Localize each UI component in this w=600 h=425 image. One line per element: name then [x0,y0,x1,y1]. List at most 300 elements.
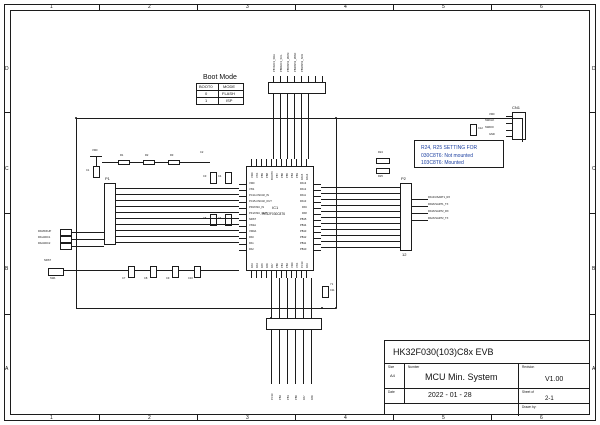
swd-label-2: SWDIO [485,126,494,129]
signal-wire [412,206,428,207]
mcu-pin-stub [314,202,321,203]
conn-pin [394,235,400,236]
cap-label-c10: C10 [188,277,193,280]
conn-pin [301,76,302,82]
conn-pin [394,199,400,200]
top-net-0: PB7/I2C1_SDA [273,54,276,72]
tb-divider [404,363,405,388]
junction-dot [335,117,337,119]
conn-pin [394,187,400,188]
tb-divider [518,388,519,416]
switch-label-sw1: SW1 [50,277,56,280]
bus-wire [122,230,239,231]
wire [130,162,143,163]
frame-tick [197,4,198,10]
mcu-pin-left-8: VDDA [249,230,257,233]
mcu-pin-top-6: PB6 [281,173,284,178]
bus-wire [287,336,288,384]
bus-wire [273,94,274,159]
bus-wire [321,229,394,230]
mcu-pin-stub [266,159,267,166]
bus-wire [321,187,394,188]
mcu-pin-right-3: PA10 [300,200,307,203]
wire [64,270,128,271]
net-flag [60,229,72,236]
res-label-r2: R2 [145,154,149,157]
mcu-pin-left-2: PC14-OSC32_IN [249,194,269,197]
mcu-pin-left-6: NRST [249,218,257,221]
tb-divider [385,363,589,364]
wire [157,270,172,271]
mcu-pin-stub [271,159,272,166]
tb-number-label: Number [408,365,420,369]
bottom-net-0: PC13 [271,393,274,400]
mcu-refdes: IC1 [272,205,279,210]
bus-wire [122,188,239,189]
cap-label-c12: C12 [478,127,483,130]
mcu-pin-right-0: PA13 [300,182,307,185]
right-connector-pin-count: 12 [402,252,407,257]
swd-label-0: VDD [489,113,495,116]
bus-wire [122,206,239,207]
bus-wire [279,278,280,318]
mcu-pin-bottom-5: PB0 [276,263,279,268]
mcu-pin-left-1: VSS [249,188,255,191]
conn-pin [394,241,400,242]
mcu-pin-stub [281,271,282,278]
region-wire [522,118,523,142]
mcu-pin-stub [314,226,321,227]
bus-wire [295,336,296,384]
conn-pin [394,247,400,248]
bottom-net-2: PB1 [287,395,290,400]
frame-tick [295,4,296,10]
mcu-pin-top-5: PB7 [276,173,279,178]
tb-divider [404,388,405,403]
frame-tick [99,4,100,10]
zone-label-top-3: 3 [246,4,249,10]
swd-header-refdes: CN1 [512,105,521,110]
tb-revision-label: Revision [522,365,535,369]
right-connector[interactable] [400,183,412,251]
tb-project: HK32F030(103)C8x EVB [393,347,494,357]
res-label-r24: R24 [378,151,383,154]
mcu-pin-stub [239,214,246,215]
mcu-pin-top-4: BOOT0 [271,171,274,180]
mcu-pin-right-9: PB12 [300,236,307,239]
conn-pin [394,229,400,230]
boot-mode-divider [196,90,244,91]
junction-dot [321,307,323,309]
mcu-pin-left-7: VSSA [249,224,256,227]
mcu-pin-right-8: PB13 [300,230,307,233]
swd-label-3: GND [489,133,495,136]
boot-mode-row0-col0: 0 [205,91,208,96]
mcu-pin-top-10: PA15 [301,173,304,180]
left-connector[interactable] [104,183,116,245]
bus-wire [321,211,394,212]
capacitor-c3 [210,172,217,184]
mcu-pin-left-9: PA0 [249,236,254,239]
bus-wire [122,218,239,219]
tb-sheet-value: 2-1 [545,396,554,402]
mcu-pin-bottom-9: VSS [296,262,299,268]
power-rail [90,156,102,157]
bottom-net-1: PB2 [279,395,282,400]
conn-pin [394,211,400,212]
bus-wire [122,200,239,201]
mcu-pin-left-10: PA1 [249,242,254,245]
capacitor-c12 [470,124,477,136]
mcu-pin-stub [306,271,307,278]
bus-wire [311,336,312,384]
reset-label: NRST [44,259,52,262]
tb-size-label: Size [388,365,395,369]
mcu-pin-stub [291,271,292,278]
zone-label-right-d: D [592,66,596,72]
bus-wire [303,336,304,384]
cap-label-c7: C7 [122,277,126,280]
mcu-pin-stub [286,159,287,166]
frame-tick [295,415,296,421]
conn-pin [280,76,281,82]
frame-tick [590,314,596,315]
mcu-pin-stub [314,250,321,251]
mcu-pin-stub [239,196,246,197]
r24-note-line1: R24, R25 SETTING FOR [421,145,478,151]
resistor-r25 [376,168,390,174]
conn-pin [394,223,400,224]
signal-left-2: PA2/ADC2 [38,242,51,245]
mcu-pin-bottom-10: PC13 [301,261,304,268]
wire [179,270,194,271]
zone-label-right-b: B [592,266,596,272]
conn-pin [506,123,512,124]
mcu-pin-top-0: VDD [251,172,254,178]
mcu-pin-left-11: PA2 [249,248,254,251]
bus-wire [122,212,239,213]
bus-wire [321,223,394,224]
net-flag [60,243,72,250]
cap-label-c8: C8 [144,277,148,280]
frame-tick [4,213,10,214]
mcu-pin-left-5: PF1/OSC_OUT [249,212,268,215]
res-label-r1: R1 [120,154,124,157]
conn-pin [287,76,288,82]
region-wire [76,118,77,308]
mcu-pin-stub [296,159,297,166]
capacitor-c4 [225,172,232,184]
zone-label-bottom-4: 4 [344,415,347,421]
boot-mode-divider [196,97,244,98]
signal-right-0: PA10/USART1_RX [428,196,451,199]
region-wire [76,118,522,119]
zone-label-bottom-1: 1 [50,415,53,421]
capacitor-c11 [322,286,329,298]
zone-label-top-5: 5 [442,4,445,10]
boot-mode-divider-v [218,83,219,105]
mcu-pin-right-11: PB10 [300,248,307,251]
conn-pin [294,76,295,82]
mcu-pin-right-5: PA8 [302,212,307,215]
frame-tick [393,415,394,421]
conn-pin [506,116,512,117]
mcu-pin-stub [314,220,321,221]
mcu-pin-stub [239,244,246,245]
bus-wire [287,94,288,159]
signal-right-3: PA2/USART2_TX [428,217,449,220]
wire [155,162,168,163]
region-wire [76,308,336,309]
frame-tick [491,4,492,10]
reset-switch[interactable] [48,268,64,276]
mcu-pin-right-2: PA11 [300,194,306,197]
signal-right-2: PA3/USART2_RX [428,210,449,213]
res-label-r25: R25 [378,175,383,178]
mcu-pin-top-2: PB9 [261,173,264,178]
zone-label-top-4: 4 [344,4,347,10]
conn-pin [394,217,400,218]
zone-label-top-6: 6 [540,4,543,10]
bus-wire [295,278,296,318]
bus-wire [280,94,281,159]
mcu-pin-stub [314,244,321,245]
mcu-pin-stub [239,184,246,185]
r24-note-line3: 103C8T6: Mounted [421,160,464,166]
mcu-pin-stub [314,190,321,191]
tb-divider [385,388,589,389]
bus-wire [321,235,394,236]
zone-label-bottom-5: 5 [442,415,445,421]
boot-mode-row1-col1: ISP [226,98,233,103]
bottom-net-3: PB0 [295,395,298,400]
resistor-r24 [376,158,390,164]
frame-tick [4,314,10,315]
tb-date-value: 2022 - 01 - 28 [428,392,472,399]
mcu-pin-stub [314,196,321,197]
mcu-part: HK32F030C8T6 [262,212,286,216]
mcu-pin-top-8: PB4 [291,173,294,178]
mcu-pin-bottom-7: PB2 [286,263,289,268]
resistor-r3 [168,160,180,165]
zone-label-left-d: D [5,66,9,72]
wire [135,270,150,271]
conn-pin [394,205,400,206]
zone-label-left-c: C [5,166,9,172]
bus-wire [303,278,304,318]
frame-tick [393,4,394,10]
mcu-pin-stub [286,271,287,278]
mcu-pin-stub [239,226,246,227]
mcu-pin-stub [256,159,257,166]
mcu-pin-stub [314,208,321,209]
mcu-pin-stub [251,159,252,166]
top-net-4: PB3/SPI1_SCK [301,53,304,72]
bus-wire [308,94,309,159]
junction-dot [270,317,272,319]
signal-wire [412,213,428,214]
mcu-pin-left-3: PC15-OSC32_OUT [249,200,272,203]
mcu-pin-stub [301,271,302,278]
capacitor-c9 [172,266,179,278]
power-label-vdd: VDD [92,149,98,152]
wire [180,162,210,163]
mcu-pin-bottom-3: PA6 [266,263,269,268]
mcu-pin-right-10: PB11 [300,242,307,245]
mcu-pin-stub [239,238,246,239]
mcu-pin-bottom-6: PB1 [281,263,284,268]
region-wire [336,118,337,308]
signal-left-1: PA1/ADC1 [38,236,51,239]
bus-wire [301,94,302,159]
mcu-pin-stub [296,271,297,278]
junction-dot [75,117,77,119]
mcu-pin-stub [291,159,292,166]
mcu-pin-stub [314,214,321,215]
boot-mode-header-1: MODE [223,84,235,89]
capacitor-c8 [150,266,157,278]
mcu-pin-stub [239,220,246,221]
resistor-r2 [143,160,155,165]
swd-header[interactable] [512,112,526,140]
top-net-3: PB4/SPI1_MISO [294,52,297,72]
signal-wire [412,199,428,200]
mcu-pin-left-0: VDD [249,182,255,185]
mcu-pin-stub [239,232,246,233]
bus-wire [122,194,239,195]
bus-wire [321,205,394,206]
mcu-pin-right-7: PB14 [300,224,307,227]
bus-wire [271,336,272,384]
mcu-pin-stub [306,159,307,166]
wire [201,270,239,271]
bus-wire [122,224,239,225]
cap-label-c11: C11 [330,289,335,292]
bus-wire [321,193,394,194]
frame-tick [4,112,10,113]
cap-label-c9: C9 [166,277,170,280]
bottom-net-5: PA6 [311,395,314,400]
mcu-pin-bottom-8: VDD [291,262,294,268]
mcu-pin-stub [261,159,262,166]
boot-mode-title: Boot Mode [203,74,237,81]
signal-right-1: PA9/USART1_TX [428,203,449,206]
mcu-pin-top-1: VSS [256,172,259,178]
mcu-pin-left-4: PF0/OSC_IN [249,206,265,209]
power-wire [96,156,97,166]
mcu-pin-stub [271,271,272,278]
mcu-pin-bottom-0: PA3 [251,263,254,268]
mcu-pin-top-9: PB3 [296,173,299,178]
mcu-pin-stub [239,250,246,251]
frame-tick [197,415,198,421]
bus-wire [321,241,394,242]
top-net-1: PB6/I2C1_SCL [280,54,283,72]
wire [102,162,118,163]
mcu-pin-stub [261,271,262,278]
tb-title: MCU Min. System [425,372,498,382]
mcu-pin-stub [256,271,257,278]
bus-wire [321,217,394,218]
mcu-pin-stub [239,202,246,203]
bus-wire [287,278,288,318]
top-connector[interactable] [268,82,326,94]
conn-pin [394,193,400,194]
capacitor-c10 [194,266,201,278]
mcu-pin-stub [239,190,246,191]
zone-label-bottom-2: 2 [148,415,151,421]
conn-pin [315,76,316,82]
conn-pin [322,76,323,82]
boot-mode-header-0: BOOT0 [199,84,213,89]
bottom-connector[interactable] [266,318,322,330]
mcu-pin-bottom-4: PA7 [271,263,274,268]
zone-label-top-1: 1 [50,4,53,10]
mcu-pin-stub [314,184,321,185]
cap-label-c1: C1 [86,169,90,172]
junction-dot [335,307,337,309]
swd-label-1: SWCLK [485,119,495,122]
mcu-pin-stub [276,271,277,278]
resistor-r1 [118,160,130,165]
boot-mode-row0-col1: FLASH [222,91,235,96]
mcu-pin-bottom-1: PA4 [256,263,259,268]
bus-wire [122,236,239,237]
tb-divider [518,363,519,388]
mcu-pin-stub [301,159,302,166]
r24-note-line2: 030C8T6: Not mounted [421,153,473,159]
mcu-pin-right-1: PA12 [300,188,307,191]
mcu-pin-stub [239,208,246,209]
bus-wire [122,242,239,243]
cap-label-c4: C4 [218,175,222,178]
frame-tick [99,415,100,421]
mcu-pin-bottom-11: PA3 [306,263,309,268]
conn-pin [506,136,512,137]
mcu-pin-right-4: PA9 [302,206,307,209]
boot-mode-row1-col0: 1 [205,98,208,103]
frame-tick [590,213,596,214]
mcu-pin-stub [266,271,267,278]
mcu-pin-bottom-2: PA5 [261,263,264,268]
tb-size-value: A4 [390,373,395,378]
bus-wire [294,94,295,159]
mcu-pin-top-11: PA14 [306,173,309,180]
frame-tick [590,112,596,113]
tb-revision-value: V1.00 [545,376,564,383]
bus-wire [311,278,312,318]
bottom-net-4: PA7 [303,395,306,400]
zone-label-left-a: A [5,366,9,372]
res-label-r3: R3 [170,154,174,157]
frame-tick [491,415,492,421]
bus-wire [321,247,394,248]
mcu-pin-stub [276,159,277,166]
crystal-label-y1: Y1 [330,283,334,286]
conn-pin [308,76,309,82]
capacitor-c7 [128,266,135,278]
bus-wire [271,278,272,318]
bus-wire [279,336,280,384]
capacitor-c1 [93,166,100,178]
conn-pin [506,130,512,131]
title-block [384,340,590,415]
tb-sheet-label: Sheet of [522,390,534,394]
cap-label-c2: C2 [200,151,204,154]
mcu-pin-right-6: PB15 [300,218,307,221]
tb-divider [385,403,589,404]
tb-drawn-label: Drawn by: [522,405,537,409]
